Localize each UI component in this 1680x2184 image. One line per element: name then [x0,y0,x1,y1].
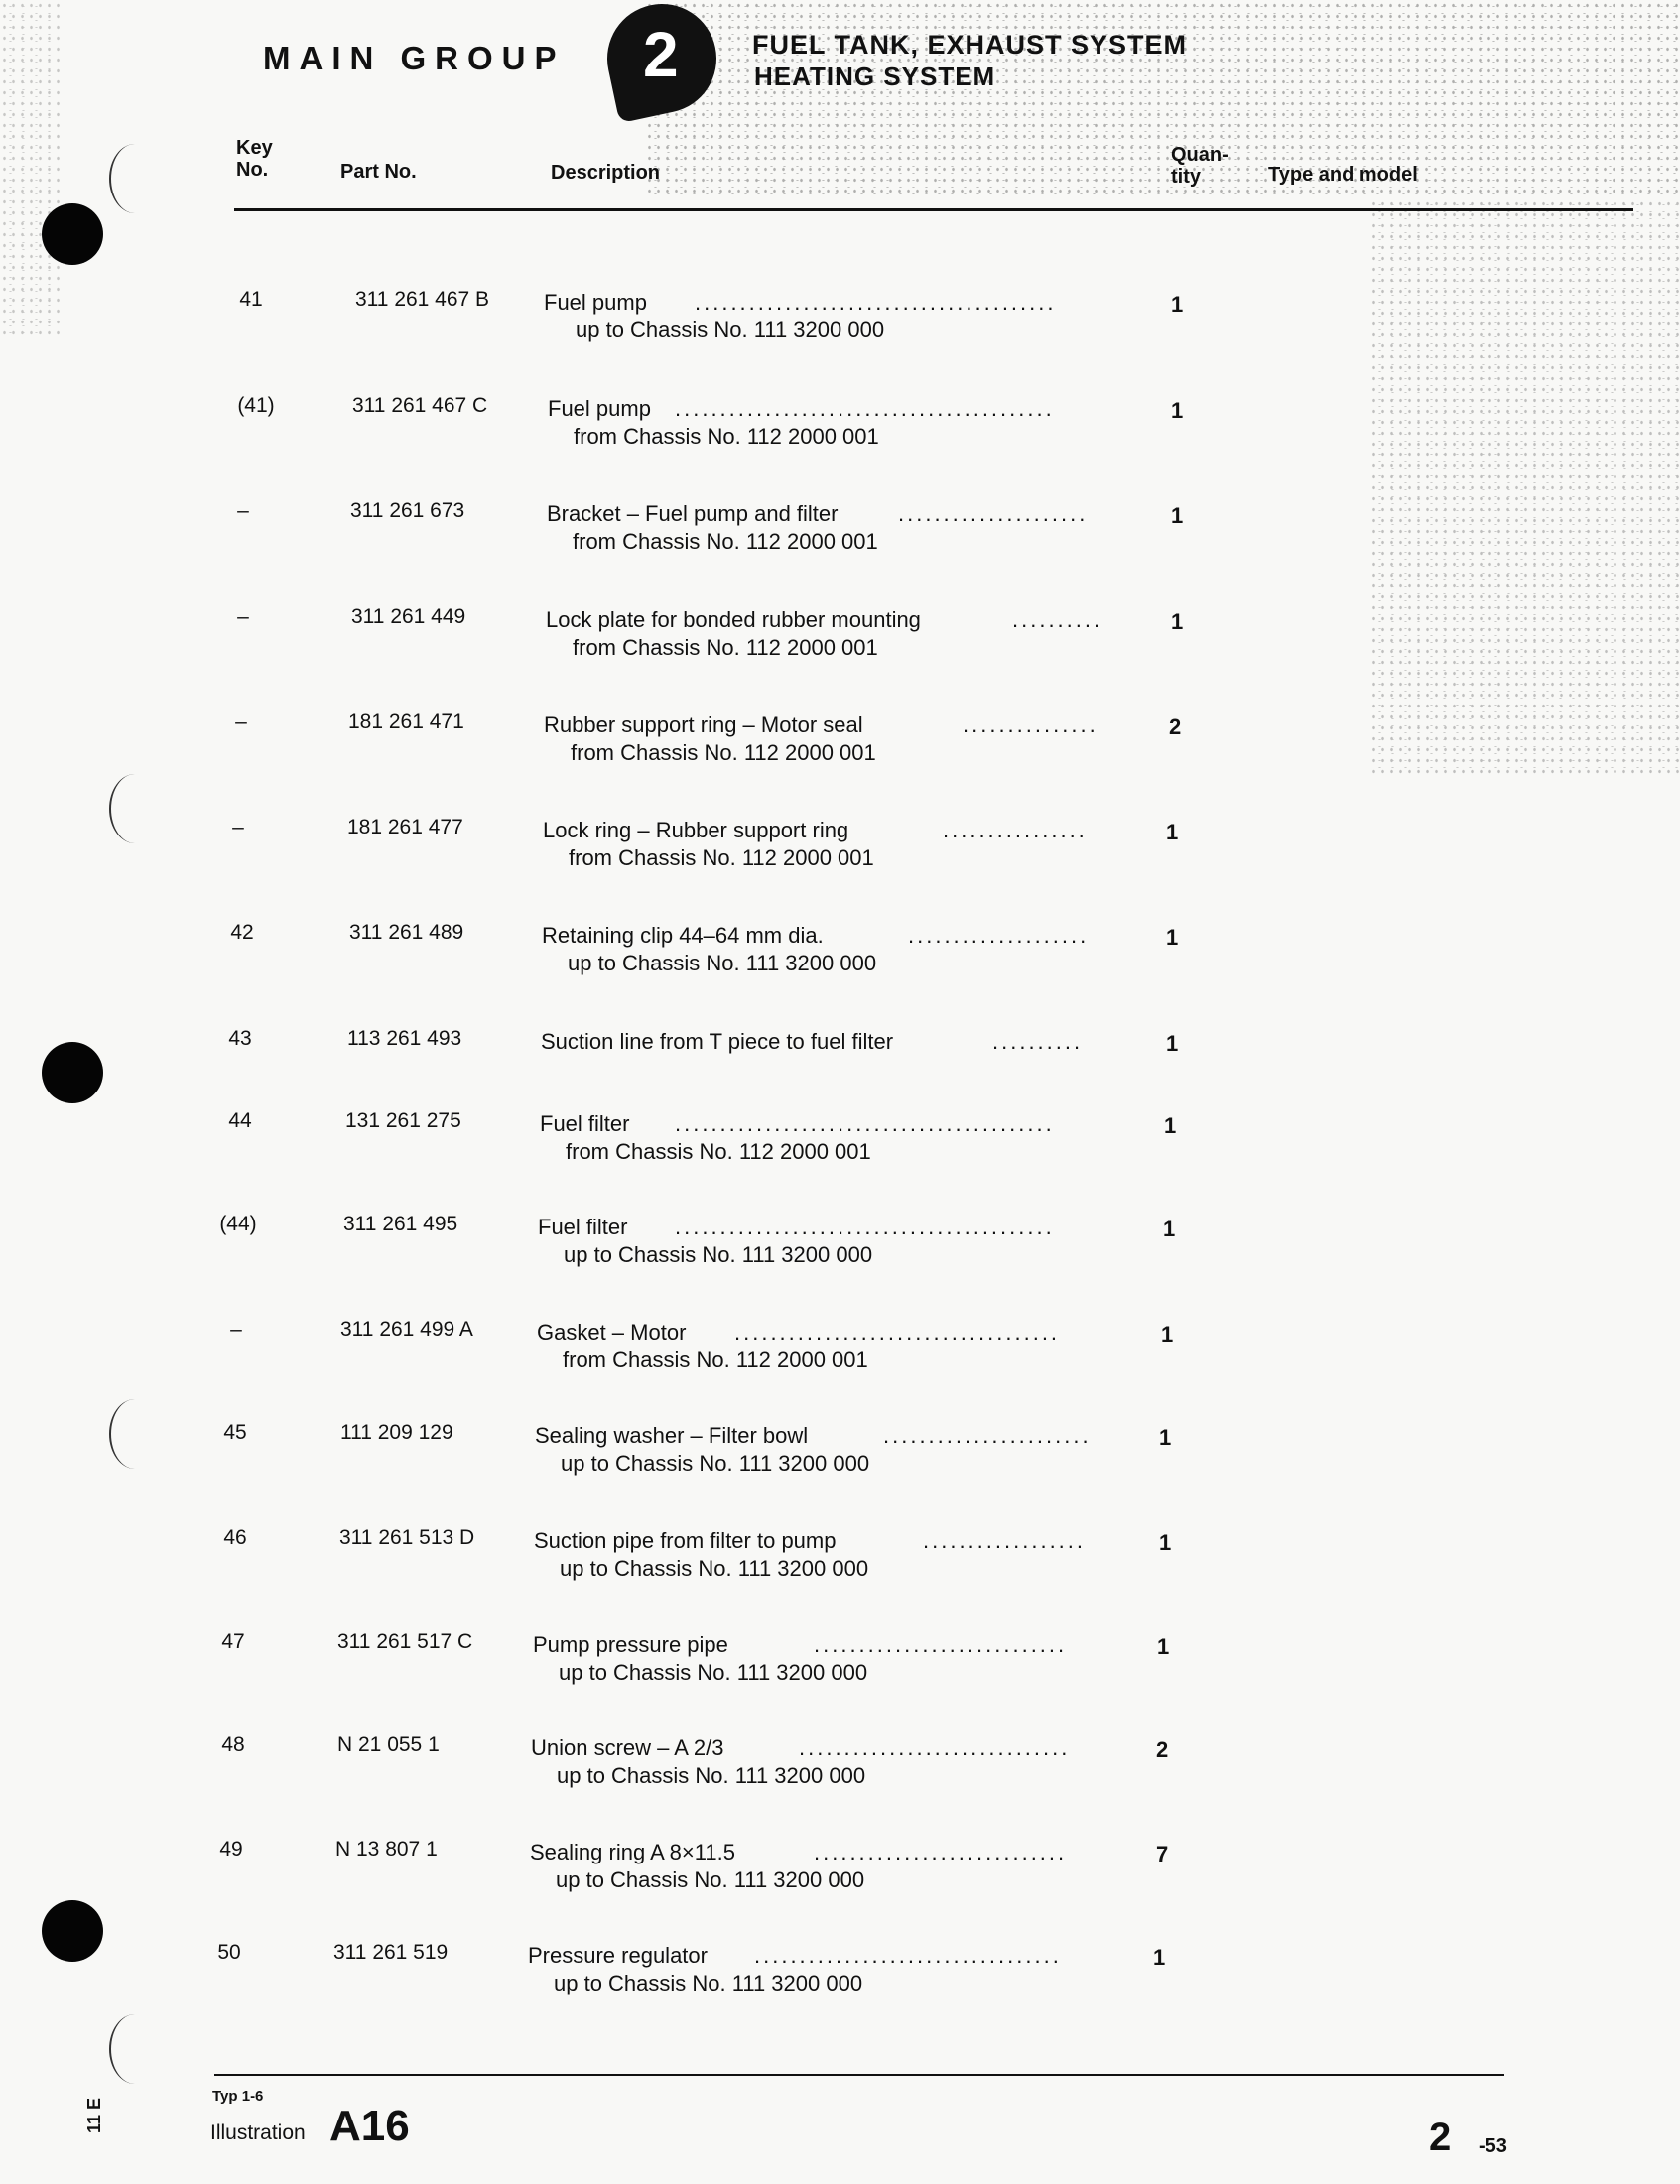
row-key: 46 [223,1526,247,1549]
row-quantity: 1 [1171,503,1184,528]
row-chassis-range: up to Chassis No. 111 3200 000 [554,1971,863,1995]
ring-mark-1 [109,144,161,213]
row-quantity: 1 [1166,820,1179,844]
row-quantity: 1 [1164,1113,1177,1138]
row-chassis-range: from Chassis No. 112 2000 001 [569,845,874,870]
dot-leader: .................. [923,1528,1087,1553]
page-number-sub: -53 [1479,2135,1507,2157]
table-row [0,710,1680,790]
row-description: Union screw – A 2/3 [531,1735,724,1760]
table-row [0,1838,1680,1917]
row-quantity: 1 [1171,398,1184,423]
row-part-number: 311 261 673 [350,499,465,522]
dot-leader: .............................. [799,1735,1071,1760]
row-key: – [230,1318,242,1341]
row-key: 50 [217,1941,241,1964]
row-quantity: 1 [1171,292,1184,317]
row-part-number: 311 261 517 C [337,1630,473,1653]
dot-leader: .......... [992,1029,1084,1054]
row-key: 47 [221,1630,245,1653]
row-chassis-range: from Chassis No. 112 2000 001 [573,635,878,660]
row-chassis-range: from Chassis No. 112 2000 001 [566,1139,871,1164]
row-part-number: 311 261 489 [349,921,464,944]
column-header-type: Type and model [1268,164,1418,186]
row-part-number: 311 261 519 [333,1941,449,1964]
table-row [0,1630,1680,1710]
dot-leader: ............... [963,712,1098,737]
table-row [0,816,1680,895]
row-chassis-range: from Chassis No. 112 2000 001 [573,529,878,554]
page-number: 2 [1429,2116,1452,2159]
row-part-number: 311 261 467 C [352,394,488,417]
dot-leader: .......................................... [675,1111,1055,1136]
row-description: Sealing washer – Filter bowl [535,1423,809,1448]
row-key: (44) [219,1213,257,1235]
row-description: Fuel pump [548,396,651,421]
row-key: 45 [223,1421,247,1444]
row-key: – [232,816,244,838]
row-description: Fuel filter [540,1111,630,1136]
row-part-number: 131 261 275 [345,1109,461,1132]
ring-mark-4 [109,2014,161,2084]
row-key: 43 [228,1027,252,1050]
punch-hole-top [42,203,103,265]
row-chassis-range: from Chassis No. 112 2000 001 [563,1348,868,1372]
row-quantity: 1 [1166,925,1179,950]
row-chassis-range: up to Chassis No. 111 3200 000 [561,1451,870,1476]
table-row [0,1941,1680,2020]
row-quantity: 1 [1161,1322,1174,1347]
main-group-label: MAIN GROUP [263,40,566,76]
table-row [0,605,1680,685]
dot-leader: .......................................... [675,396,1055,421]
row-key: 49 [219,1838,243,1861]
row-chassis-range: up to Chassis No. 111 3200 000 [576,318,885,342]
row-quantity: 1 [1159,1530,1172,1555]
row-key: 44 [228,1109,252,1132]
dot-leader: .................................. [754,1943,1062,1968]
group-number: 2 [643,19,679,90]
dot-leader: ............................ [814,1840,1068,1864]
illustration-label: Illustration [210,2121,306,2144]
table-row [0,1421,1680,1500]
section-title-line2: HEATING SYSTEM [754,62,996,91]
row-key: (41) [237,394,275,417]
table-row [0,1734,1680,1813]
row-description: Bracket – Fuel pump and filter [547,501,839,526]
row-key: – [235,710,247,733]
row-part-number: 181 261 477 [347,816,463,838]
row-description: Fuel pump [544,290,647,315]
row-key: – [237,499,249,522]
row-description: Lock ring – Rubber support ring [543,818,849,842]
row-part-number: 311 261 499 A [340,1318,473,1341]
table-row [0,288,1680,367]
row-part-number: 311 261 449 [351,605,466,628]
row-chassis-range: up to Chassis No. 111 3200 000 [557,1763,866,1788]
row-quantity: 7 [1156,1842,1169,1866]
header-divider [234,208,1633,211]
row-chassis-range: up to Chassis No. 111 3200 000 [559,1660,868,1685]
row-part-number: N 21 055 1 [337,1734,440,1756]
table-row [0,394,1680,473]
row-quantity: 1 [1163,1217,1176,1241]
row-description: Pump pressure pipe [533,1632,728,1657]
column-header-part: Part No. [340,161,417,183]
table-row [0,921,1680,1000]
row-quantity: 1 [1166,1031,1179,1056]
row-part-number: 181 261 471 [348,710,464,733]
row-quantity: 2 [1169,714,1182,739]
column-header-key-line2: No. [236,159,269,181]
column-header-quantity-line1: Quan- [1171,144,1228,166]
column-header-quantity [1171,144,1228,188]
row-key: – [237,605,249,628]
row-description: Rubber support ring – Motor seal [544,712,863,737]
table-row [0,1027,1680,1106]
dot-leader: .................... [908,923,1090,948]
row-description: Lock plate for bonded rubber mounting [546,607,921,632]
column-header-key-line1: Key [236,137,273,159]
table-row [0,1526,1680,1606]
row-key: 48 [221,1734,245,1756]
row-key: 42 [230,921,254,944]
row-part-number: 111 209 129 [340,1421,453,1444]
scan-noise-left-edge [0,0,60,337]
row-quantity: 1 [1153,1945,1166,1970]
dot-leader: .......................................... [675,1215,1055,1239]
row-quantity: 1 [1159,1425,1172,1450]
scan-noise-right-edge [1369,198,1680,774]
row-description: Sealing ring A 8×11.5 [530,1840,735,1864]
row-part-number: N 13 807 1 [335,1838,438,1861]
row-chassis-range: from Chassis No. 112 2000 001 [574,424,879,449]
row-description: Retaining clip 44–64 mm dia. [542,923,824,948]
side-code: 11 E [84,2097,104,2133]
row-part-number: 311 261 513 D [339,1526,475,1549]
table-row [0,499,1680,578]
illustration-id: A16 [329,2102,410,2150]
table-row [0,1109,1680,1189]
dot-leader: .......... [1012,607,1103,632]
row-chassis-range: up to Chassis No. 111 3200 000 [568,951,877,975]
dot-leader: ....................... [883,1423,1092,1448]
dot-leader: .................................... [734,1320,1061,1345]
row-part-number: 311 261 467 B [355,288,490,311]
dot-leader: ........................................ [695,290,1057,315]
table-row [0,1318,1680,1397]
column-header-quantity-line2: tity [1171,166,1201,188]
row-key: 41 [239,288,263,311]
row-chassis-range: up to Chassis No. 111 3200 000 [556,1867,865,1892]
table-row [0,1213,1680,1292]
column-header-description: Description [551,162,661,184]
row-quantity: 2 [1156,1737,1169,1762]
row-quantity: 1 [1157,1634,1170,1659]
section-title-line1: FUEL TANK, EXHAUST SYSTEM [752,30,1188,60]
row-description: Suction line from T piece to fuel filter [541,1029,894,1054]
dot-leader: ................ [943,818,1088,842]
row-chassis-range: from Chassis No. 112 2000 001 [571,740,876,765]
row-description: Pressure regulator [528,1943,708,1968]
row-chassis-range: up to Chassis No. 111 3200 000 [564,1242,873,1267]
row-description: Gasket – Motor [537,1320,687,1345]
row-part-number: 311 261 495 [343,1213,458,1235]
footer-divider [214,2074,1504,2076]
row-description: Fuel filter [538,1215,628,1239]
dot-leader: ..................... [898,501,1089,526]
column-header-key [236,137,273,181]
footer-type-range: Typ 1-6 [212,2088,264,2105]
row-part-number: 113 261 493 [347,1027,462,1050]
row-quantity: 1 [1171,609,1184,634]
row-chassis-range: up to Chassis No. 111 3200 000 [560,1556,869,1581]
dot-leader: ............................ [814,1632,1068,1657]
row-description: Suction pipe from filter to pump [534,1528,837,1553]
